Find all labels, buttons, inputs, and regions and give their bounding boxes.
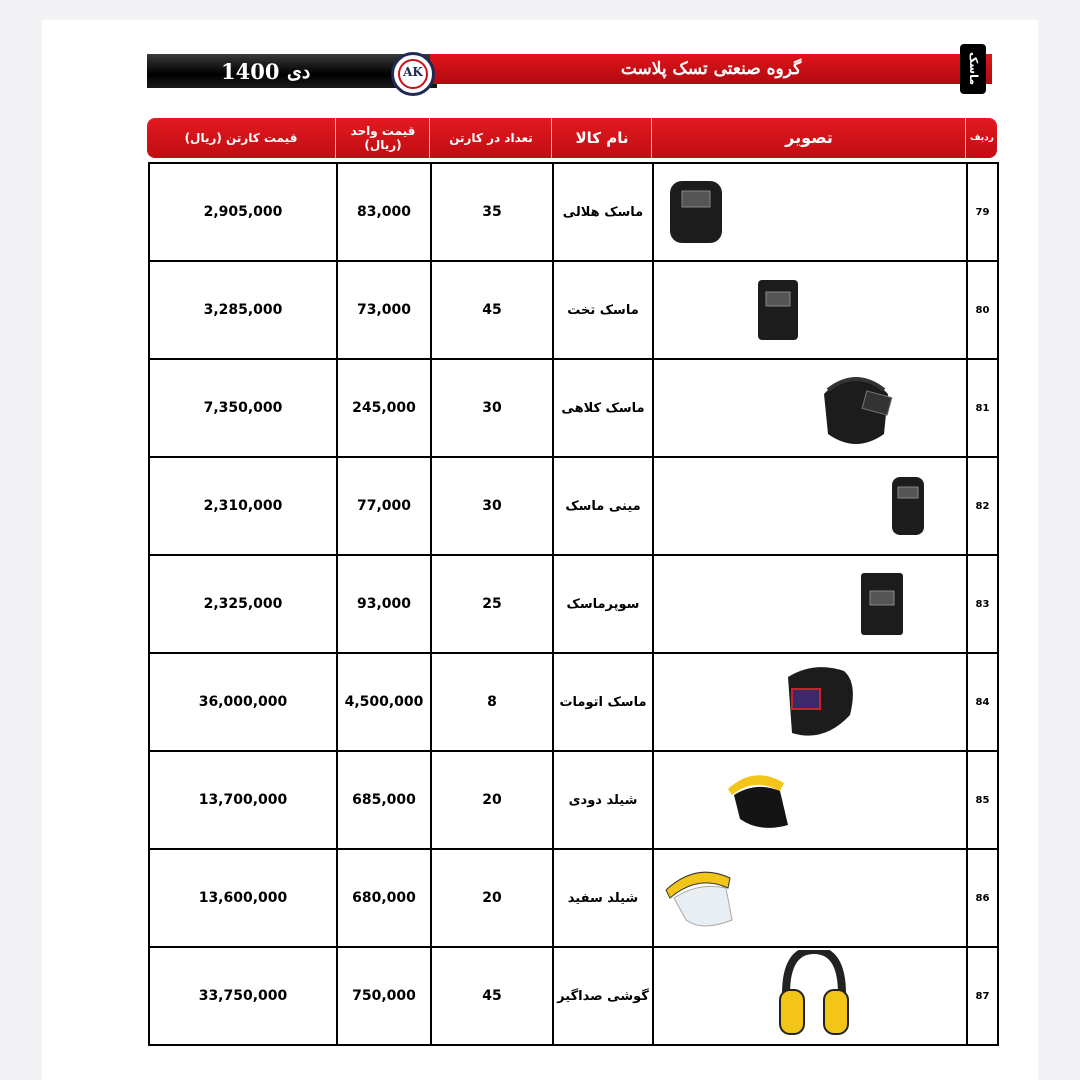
product-image-cell <box>653 653 967 751</box>
unit-price-cell: 93,000 <box>337 555 431 653</box>
product-name-cell: ماسک تخت <box>553 261 653 359</box>
product-name-cell: ماسک اتومات <box>553 653 653 751</box>
smoked-face-shield-icon <box>724 769 790 835</box>
unit-price-cell: 4,500,000 <box>337 653 431 751</box>
product-image-cell <box>653 261 967 359</box>
qty-cell: 20 <box>431 751 553 849</box>
unit-price-cell: 77,000 <box>337 457 431 555</box>
year-label: 1400 <box>221 59 280 84</box>
qty-cell: 30 <box>431 359 553 457</box>
ear-muffs-icon <box>778 950 850 1046</box>
qty-cell: 8 <box>431 653 553 751</box>
product-image-cell <box>653 751 967 849</box>
header-image: تصویر <box>651 118 966 158</box>
table-row <box>149 163 998 261</box>
row-number-cell: 80 <box>967 261 998 359</box>
table-row <box>149 849 998 947</box>
table-row <box>149 947 998 1045</box>
product-image-cell <box>653 849 967 947</box>
unit-price-cell: 750,000 <box>337 947 431 1045</box>
unit-price-cell: 83,000 <box>337 163 431 261</box>
unit-price-cell: 680,000 <box>337 849 431 947</box>
table-row <box>149 653 998 751</box>
mini-welding-mask-icon <box>890 475 926 541</box>
clear-face-shield-icon <box>662 866 736 934</box>
product-name-cell: شیلد سفید <box>553 849 653 947</box>
qty-cell: 25 <box>431 555 553 653</box>
row-number-cell: 79 <box>967 163 998 261</box>
helmet-welding-mask-icon <box>814 364 898 456</box>
product-name-cell: مینی ماسک <box>553 457 653 555</box>
curved-welding-mask-icon <box>668 179 724 249</box>
carton-price-cell: 13,700,000 <box>149 751 337 849</box>
carton-price-cell: 2,310,000 <box>149 457 337 555</box>
section-tab: ماسک <box>960 44 986 94</box>
row-number-cell: 84 <box>967 653 998 751</box>
auto-darkening-mask-icon <box>784 663 858 745</box>
product-image-cell <box>653 947 967 1045</box>
qty-cell: 45 <box>431 261 553 359</box>
row-number-cell: 83 <box>967 555 998 653</box>
price-table <box>148 162 999 1046</box>
product-name-cell: ماسک هلالی <box>553 163 653 261</box>
unit-price-cell: 73,000 <box>337 261 431 359</box>
header-qty: تعداد در کارتن <box>429 118 552 158</box>
logo-text: AK <box>403 65 423 79</box>
row-number-cell: 81 <box>967 359 998 457</box>
header-unit-price: قیمت واحد (ریال) <box>335 118 430 158</box>
carton-price-cell: 2,905,000 <box>149 163 337 261</box>
table-row <box>149 359 998 457</box>
product-image-cell <box>653 457 967 555</box>
product-name-cell: سوپرماسک <box>553 555 653 653</box>
table-row <box>149 751 998 849</box>
row-number-cell: 87 <box>967 947 998 1045</box>
product-name-cell: ماسک کلاهی <box>553 359 653 457</box>
header-name: نام کالا <box>551 118 652 158</box>
flat-welding-mask-icon <box>754 278 802 346</box>
product-image-cell <box>653 555 967 653</box>
row-number-cell: 82 <box>967 457 998 555</box>
header-row: ردیف <box>965 118 998 158</box>
company-logo <box>391 52 435 96</box>
unit-price-cell: 245,000 <box>337 359 431 457</box>
row-number-cell: 85 <box>967 751 998 849</box>
product-image-cell <box>653 359 967 457</box>
unit-price-cell: 685,000 <box>337 751 431 849</box>
carton-price-cell: 7,350,000 <box>149 359 337 457</box>
product-image-cell <box>653 163 967 261</box>
month-label: دی <box>287 61 311 83</box>
row-number-cell: 86 <box>967 849 998 947</box>
qty-cell: 45 <box>431 947 553 1045</box>
qty-cell: 35 <box>431 163 553 261</box>
carton-price-cell: 13,600,000 <box>149 849 337 947</box>
qty-cell: 20 <box>431 849 553 947</box>
company-title: گروه صنعتی تسک پلاست <box>430 54 992 84</box>
carton-price-cell: 36,000,000 <box>149 653 337 751</box>
table-row <box>149 555 998 653</box>
carton-price-cell: 33,750,000 <box>149 947 337 1045</box>
table-header <box>147 118 997 158</box>
carton-price-cell: 2,325,000 <box>149 555 337 653</box>
table-row <box>149 457 998 555</box>
table-row <box>149 261 998 359</box>
header-carton-price: قیمت کارتن (ریال) <box>184 131 298 145</box>
qty-cell: 30 <box>431 457 553 555</box>
carton-price-cell: 3,285,000 <box>149 261 337 359</box>
product-name-cell: شیلد دودی <box>553 751 653 849</box>
product-name-cell: گوشی صداگیر <box>553 947 653 1045</box>
super-welding-mask-icon <box>858 571 906 641</box>
